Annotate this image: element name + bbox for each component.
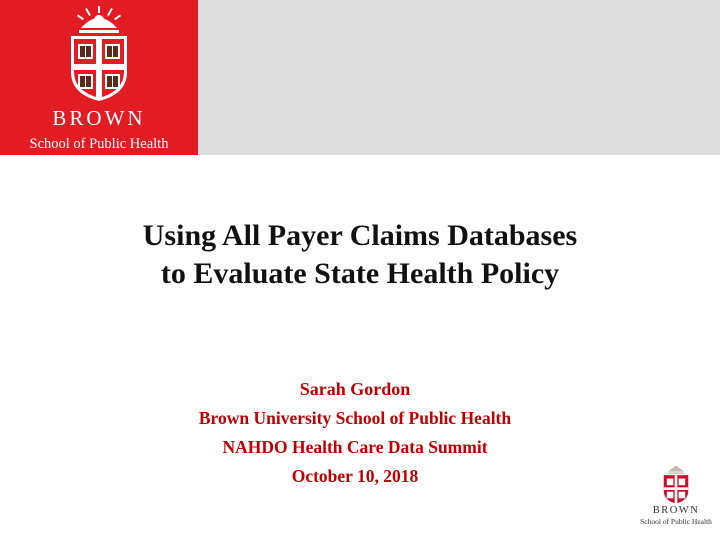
event-date: October 10, 2018 (291, 466, 419, 486)
slide-title (0, 217, 720, 293)
author-name: Sarah Gordon (299, 379, 411, 399)
footer-logo-school: School of Public Health (640, 517, 712, 526)
footer-logo-name: BROWN (652, 505, 700, 516)
event-name: NAHDO Health Care Data Summit (222, 437, 488, 457)
brand-block (0, 0, 198, 155)
brand-name: BROWN (52, 106, 146, 130)
slide-title-line: Using All Payer Claims Databases (142, 219, 578, 252)
brown-shield-icon (67, 6, 131, 102)
brown-shield-small-icon (662, 462, 690, 504)
brand-school: School of Public Health (29, 136, 169, 152)
footer-logo (640, 462, 712, 534)
affiliation: Brown University School of Public Health (198, 408, 512, 428)
slide-title-line: to Evaluate State Health Policy (160, 257, 560, 290)
presenter-info (0, 375, 710, 491)
